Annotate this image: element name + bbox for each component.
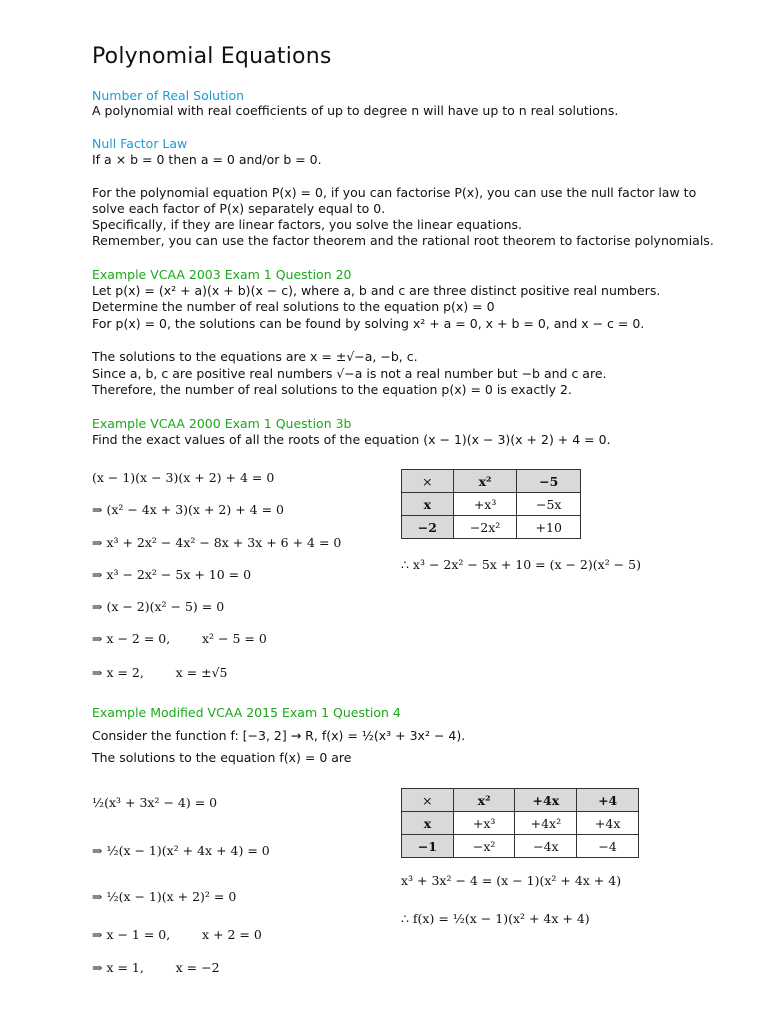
area-table-example-2 [401,469,581,539]
step-example-2-4: ⇒ x³ − 2x² − 5x + 10 = 0 [92,567,252,582]
text-null-factor-p2: solve each factor of P(x) separately equal to 0. [92,201,386,216]
table-cell: x [402,493,454,516]
table-cell: +4x [577,812,639,835]
table-cell: −4 [577,835,639,858]
text-example-1-line-3: For p(x) = 0, the solutions can be found by solving x² + a = 0, x + b = 0, and x − c = 0. [92,316,645,331]
table-cell: × [402,789,454,812]
step-example-3-1: ½(x³ + 3x² − 4) = 0 [92,795,218,810]
step-example-3-4: ⇒ x − 1 = 0, x + 2 = 0 [92,927,262,942]
heading-example-2: Example VCAA 2000 Exam 1 Question 3b [92,416,352,431]
area-table-example-3 [401,788,639,858]
step-example-2-7: ⇒ x = 2, x = ±√5 [92,665,228,680]
text-null-factor-p1: For the polynomial equation P(x) = 0, if you can factorise P(x), you can use the null factor law to [92,185,697,200]
step-example-2-1: (x − 1)(x − 3)(x + 2) + 4 = 0 [92,470,275,485]
result-example-2: ∴ x³ − 2x² − 5x + 10 = (x − 2)(x² − 5) [401,557,641,572]
text-example-2-question: Find the exact values of all the roots of the equation (x − 1)(x − 3)(x + 2) + 4 = 0. [92,432,611,447]
step-example-3-5: ⇒ x = 1, x = −2 [92,960,220,975]
result-example-3-2: ∴ f(x) = ½(x − 1)(x² + 4x + 4) [401,911,590,926]
table-cell: +10 [517,516,581,539]
heading-real-solution: Number of Real Solution [92,88,245,103]
table-cell: +x³ [453,493,517,516]
table-cell: +4x² [515,812,577,835]
text-example-1-line-2: Determine the number of real solutions to the equation p(x) = 0 [92,299,495,314]
table-cell: −x² [453,835,515,858]
table-cell: × [402,470,454,493]
page-title: Polynomial Equations [92,44,332,69]
table-cell: −2x² [453,516,517,539]
text-example-3-question-2: The solutions to the equation f(x) = 0 are [92,750,352,765]
text-example-1-line-6: Therefore, the number of real solutions to the equation p(x) = 0 is exactly 2. [92,382,572,397]
result-example-3-1: x³ + 3x² − 4 = (x − 1)(x² + 4x + 4) [401,873,622,888]
text-example-1-line-1: Let p(x) = (x² + a)(x + b)(x − c), where a, b and c are three distinct positive real numbers. [92,283,661,298]
text-example-3-question-1: Consider the function f: [−3, 2] → R, f(x) = ½(x³ + 3x² − 4). [92,728,466,743]
text-example-1-line-5: Since a, b, c are positive real numbers √−a is not a real number but −b and c are. [92,366,607,381]
step-example-2-3: ⇒ x³ + 2x² − 4x² − 8x + 3x + 6 + 4 = 0 [92,535,342,550]
heading-example-3: Example Modified VCAA 2015 Exam 1 Question 4 [92,705,401,720]
table-cell: −5x [517,493,581,516]
heading-null-factor: Null Factor Law [92,136,188,151]
table-cell: x² [453,789,515,812]
step-example-3-2: ⇒ ½(x − 1)(x² + 4x + 4) = 0 [92,843,270,858]
table-cell: −1 [402,835,454,858]
step-example-3-3: ⇒ ½(x − 1)(x + 2)² = 0 [92,889,237,904]
heading-example-1: Example VCAA 2003 Exam 1 Question 20 [92,267,352,282]
text-real-solution: A polynomial with real coefficients of up to degree n will have up to n real solutions. [92,103,619,118]
table-cell: −5 [517,470,581,493]
text-example-1-line-4: The solutions to the equations are x = ±√−a, −b, c. [92,349,418,364]
table-cell: −4x [515,835,577,858]
table-cell: +4 [577,789,639,812]
table-cell: +x³ [453,812,515,835]
step-example-2-6: ⇒ x − 2 = 0, x² − 5 = 0 [92,631,267,646]
table-cell: x [402,812,454,835]
step-example-2-5: ⇒ (x − 2)(x² − 5) = 0 [92,599,225,614]
table-cell: +4x [515,789,577,812]
table-cell: x² [453,470,517,493]
step-example-2-2: ⇒ (x² − 4x + 3)(x + 2) + 4 = 0 [92,502,284,517]
text-null-factor-p3: Specifically, if they are linear factors, you solve the linear equations. [92,217,523,232]
table-cell: −2 [402,516,454,539]
text-null-factor-p4: Remember, you can use the factor theorem and the rational root theorem to factorise polynomials. [92,233,714,248]
text-null-factor-rule: If a × b = 0 then a = 0 and/or b = 0. [92,152,322,167]
